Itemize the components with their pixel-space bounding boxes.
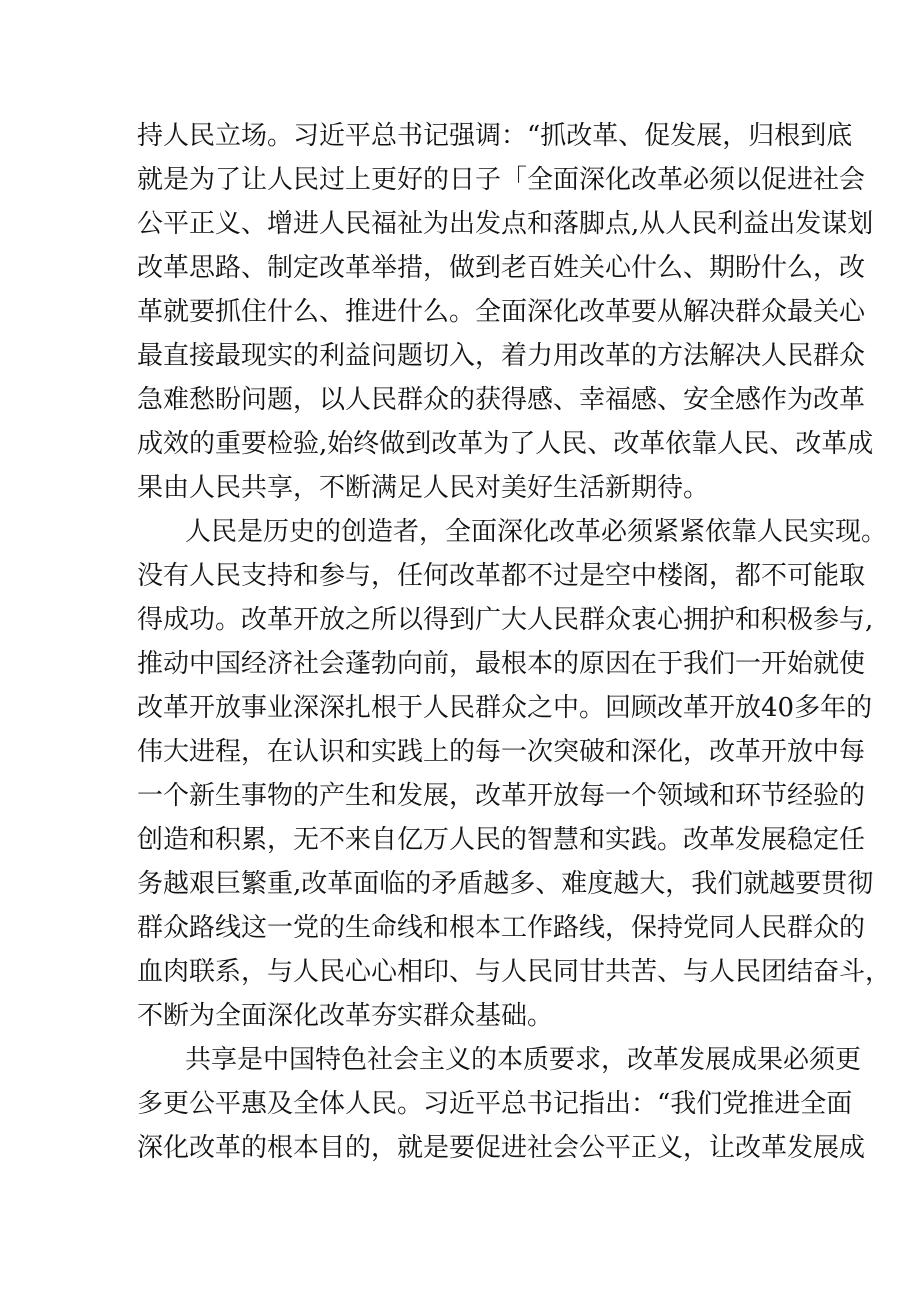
text-line: 一个新生事物的产生和发展，改革开放每一个领域和环节经验的 [137,781,866,811]
text-line: 深化改革的根本目的，就是要促进社会公平正义，让改革发展成 [137,1133,866,1163]
text-line: 血肉联系，与人民心心相印、与人民同甘共苦、与人民团结奋斗， [137,957,892,987]
text-line: 人民是历史的创造者，全面深化改革必须紧紧依靠人民实现。 [185,517,888,547]
text-line: 最直接最现实的利益问题切入，着力用改革的方法解决人民群众 [137,341,866,371]
text-line: 改革开放事业深深扎根于人民群众之中。回顾改革开放40多年的 [137,693,873,723]
text-line: 不断为全面深化改革夯实群众基础。 [137,1001,554,1031]
text-line: 没有人民支持和参与，任何改革都不过是空中楼阁，都不可能取 [137,561,866,591]
text-line: 革就要抓住什么、推进什么。全面深化改革要从解决群众最关心 [137,297,866,327]
text-line: 创造和积累，无不来自亿万人民的智慧和实践。改革发展稳定任 [137,825,866,855]
text-line: 果由人民共享，不断满足人民对美好生活新期待。 [137,473,710,503]
text-line: 改革思路、制定改革举措，做到老百姓关心什么、期盼什么，改 [137,253,866,283]
text-line: 得成功。改革开放之所以得到广大人民群众衷心拥护和积极参与, [137,605,874,635]
text-line: 成效的重要检验,始终做到改革为了人民、改革依靠人民、改革成 [137,429,874,459]
text-line: 持人民立场。习近平总书记强调：“抓改革、促发展，归根到底 [137,121,853,151]
text-line: 伟大进程，在认识和实践上的每一次突破和深化，改革开放中每 [137,737,866,767]
text-line: 多更公平惠及全体人民。习近平总书记指出：“我们党推进全面 [137,1089,853,1119]
text-line: 公平正义、增进人民福祉为出发点和落脚点,从人民利益出发谋划 [137,209,874,239]
text-line: 共享是中国特色社会主义的本质要求，改革发展成果必须更 [185,1045,862,1075]
text-line: 就是为了让人民过上更好的日子「全面深化改革必须以促进社会 [137,165,866,195]
text-line: 推动中国经济社会蓬勃向前，最根本的原因在于我们一开始就使 [137,649,866,679]
text-line: 务越艰巨繁重,改革面临的矛盾越多、难度越大，我们就越要贯彻 [137,869,874,899]
text-line: 急难愁盼问题，以人民群众的获得感、幸福感、安全感作为改革 [137,385,866,415]
text-line: 群众路线这一党的生命线和根本工作路线，保持党同人民群众的 [137,913,866,943]
